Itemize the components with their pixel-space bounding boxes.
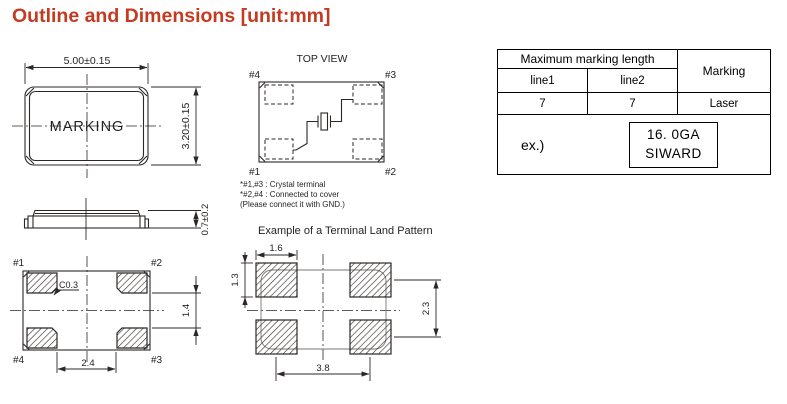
side-view — [25, 198, 212, 240]
front-width-dim: 5.00±0.15 — [63, 55, 111, 67]
note-crystal-terminal: *#1,#3 : Crystal terminal — [240, 180, 326, 189]
note-connected-cover: *#2,#4 : Connected to cover — [240, 190, 340, 199]
table-marking-method: Laser — [678, 93, 771, 115]
top-pad-2 — [353, 139, 382, 159]
pad-1 — [27, 273, 57, 293]
table-col-line1: line1 — [498, 69, 588, 93]
bottom-dim-vertical: 1.4 — [181, 303, 192, 318]
bottom-view — [10, 256, 201, 373]
note-gnd: (Please connect it with GND.) — [240, 200, 345, 209]
table-header-marking: Marking — [678, 50, 771, 93]
top-pin-4-label: #4 — [249, 70, 261, 81]
side-thickness-dim: 0.7±0.2 — [200, 203, 211, 236]
table-val-line1: 7 — [498, 93, 588, 115]
table-header-max-marking-length: Maximum marking length — [498, 50, 678, 69]
bottom-pin-3-label: #3 — [151, 355, 163, 366]
front-height-dim: 3.20±0.15 — [180, 102, 192, 150]
marking-example-cell — [498, 115, 771, 175]
bottom-pin-2-label: #2 — [151, 258, 163, 269]
land-pad-tr — [350, 263, 391, 297]
bottom-pin-1-label: #1 — [13, 258, 25, 269]
page-title: Outline and Dimensions [unit:mm] — [12, 5, 331, 27]
land-dim-pad-height: 1.3 — [230, 273, 241, 287]
front-view — [12, 55, 201, 178]
land-pad-tl — [256, 263, 297, 297]
top-pin-3-label: #3 — [385, 70, 397, 81]
marking-example-line2: SIWARD — [645, 146, 702, 161]
marking-example-line1: 16. 0GA — [646, 127, 701, 143]
pad-2 — [117, 273, 147, 293]
crystal-symbol-icon — [293, 100, 353, 151]
side-body — [28, 216, 145, 228]
table-val-line2: 7 — [588, 93, 678, 115]
land-pad-br — [350, 320, 391, 354]
bottom-dim-horizontal: 2.4 — [81, 358, 95, 369]
marking-example-box — [629, 122, 718, 168]
land-dim-pitch-v: 2.3 — [421, 301, 432, 316]
example-label: ex.) — [521, 136, 545, 153]
bottom-pin-4-label: #4 — [13, 355, 25, 366]
top-pad-1 — [265, 139, 293, 159]
land-pad-bl — [256, 320, 297, 354]
marking-table — [497, 49, 771, 175]
land-dim-pitch-h: 3.8 — [316, 363, 330, 374]
pad-3 — [117, 328, 147, 348]
land-pattern — [230, 225, 441, 381]
top-pad-3 — [353, 85, 382, 104]
top-pin-1-label: #1 — [249, 167, 261, 178]
pad-4 — [27, 328, 57, 348]
land-pattern-heading: Example of a Terminal Land Pattern — [258, 225, 433, 237]
chamfer-callout: C0.3 — [59, 280, 79, 290]
top-view-title: TOP VIEW — [296, 53, 348, 65]
top-view — [240, 53, 397, 209]
top-pin-2-label: #2 — [385, 167, 397, 178]
top-pad-4 — [265, 85, 293, 104]
marking-label: MARKING — [49, 119, 125, 135]
table-col-line2: line2 — [588, 69, 678, 93]
land-dim-pad-width: 1.6 — [269, 243, 283, 254]
